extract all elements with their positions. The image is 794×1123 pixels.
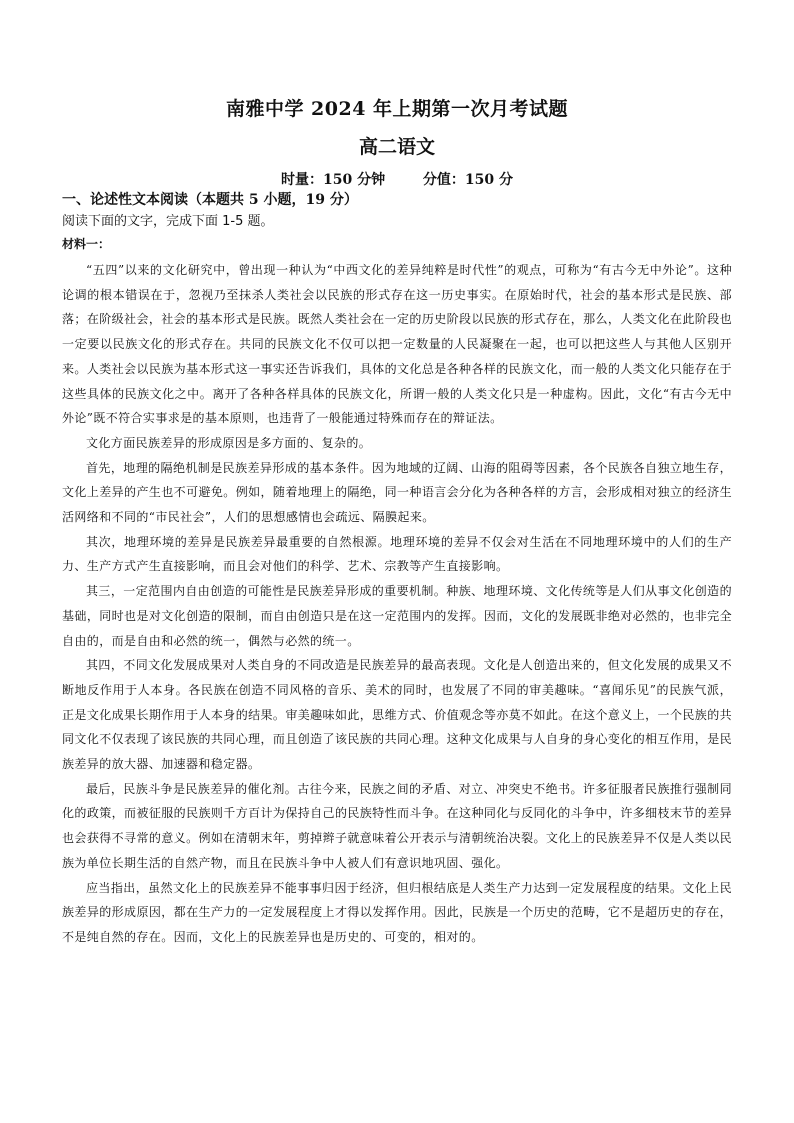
total-score: 分值：150 分: [422, 172, 513, 188]
paragraph: 其次，地理环境的差异是民族差异最重要的自然根源。地理环境的差异不仅会对生活在不同地理环境中的人们的生产力、生产方式产生直接影响，而且会对他们的科学、艺术、宗教等产生直接影响。: [62, 534, 732, 574]
material-label: 材料一：: [62, 237, 111, 251]
exam-subject: 高二语文: [358, 136, 435, 158]
section-heading: 一、论述性文本阅读（本题共 5 小题，19 分）: [62, 192, 358, 208]
paragraph: “五四”以来的文化研究中，曾出现一种认为“中西文化的差异纯粹是时代性”的观点，可称为“有古今无中外论”。这种论调的根本错误在于，忽视乃至抹杀人类社会以民族的形式存在这一历史事实。在原始时代，社会的基本形式是民族、部落；在阶级社会，社会的基本形式是民族。既然人类社会在一定的历史阶段以民族的形式存在，那么，人类文化在此阶段也一定要以民族文化的形式存在。共同的民族文化不仅可以把一定数量的人民凝聚在一起，也可以把这些人与其他人区别开来。人类社会以民族为基本形式这一事实还告诉我们，具体的文化总是各种各样的民族文化，而一般的人类文化只能存在于这些具体的民族文化之中。离开了各种各样具体的民族文化，所谓一般的人类文化只是一种虚构。因此，文化“有古今无中外论”既不符合实事求是的基本原则，也违背了一般能通过特殊而存在的辩证法。: [62, 263, 732, 426]
paragraph: 文化方面民族差异的形成原因是多方面的、复杂的。: [86, 435, 372, 450]
paragraph: 其四，不同文化发展成果对人类自身的不同改造是民族差异的最高表现。文化是人创造出来的，但文化发展的成果又不断地反作用于人本身。各民族在创造不同风格的音乐、美术的同时，也发展了不同的审美趣味。“喜闻乐见”的民族气派，正是文化成果长期作用于人本身的结果。审美趣味如此，思维方式、价值观念等亦莫不如此。在这个意义上，一个民族的共同文化不仅表现了该民族的共同心理，而且创造了该民族的共同心理。这种文化成果与人自身的身心变化的相互作用，是民族差异的放大器、加速器和稳定器。: [62, 658, 732, 772]
paragraph: 其三，一定范围内自由创造的可能性是民族差异形成的重要机制。种族、地理环境、文化传统等是人们从事文化创造的基础，同时也是对文化创造的限制，而自由创造只是在这一定范围内的发挥。因而，文化的发展既非绝对必然的，也非完全自由的，而是自由和必然的统一，偶然与必然的统一。: [62, 584, 732, 648]
exam-title: 南雅中学 2024 年上期第一次月考试题: [225, 98, 569, 120]
paragraph: 应当指出，虽然文化上的民族差异不能事事归因于经济，但归根结底是人类生产力达到一定发展程度的结果。文化上民族差异的形成原因，都在生产力的一定发展程度上才得以发挥作用。因此，民族是一个历史的范畴，它不是超历史的存在，不是纯自然的存在。因而，文化上的民族差异也是历史的、可变的，相对的。: [62, 880, 732, 944]
exam-page: [62, 96, 732, 950]
reading-instruction: 阅读下面的文字，完成下面 1-5 题。: [62, 214, 274, 229]
exam-meta: [62, 170, 732, 190]
paragraph: 最后，民族斗争是民族差异的催化剂。古往今来，民族之间的矛盾、对立、冲突史不绝书。许多征服者民族推行强制同化的政策，而被征服的民族则千方百计为保持自己的民族特性而斗争。在这种同化与反同化的斗争中，许多细枝末节的差异也会获得不寻常的意义。例如在清朝末年，剪掉辫子就意味着公开表示与清朝统治决裂。文化上的民族差异不仅是人类以民族为单位长期生活的自然产物，而且在民族斗争中人被人们有意识地巩固、强化。: [62, 781, 732, 870]
time-limit: 时量：150 分钟: [281, 172, 386, 188]
paragraph: 首先，地理的隔绝机制是民族差异形成的基本条件。因为地域的辽阔、山海的阻碍等因素，各个民族各自独立地生存，文化上差异的产生也不可避免。例如，随着地理上的隔绝，同一种语言会分化为各种各样的方言，会形成相对独立的经济生活网络和不同的“市民社会”，人们的思想感情也会疏远、隔膜起来。: [62, 460, 732, 525]
